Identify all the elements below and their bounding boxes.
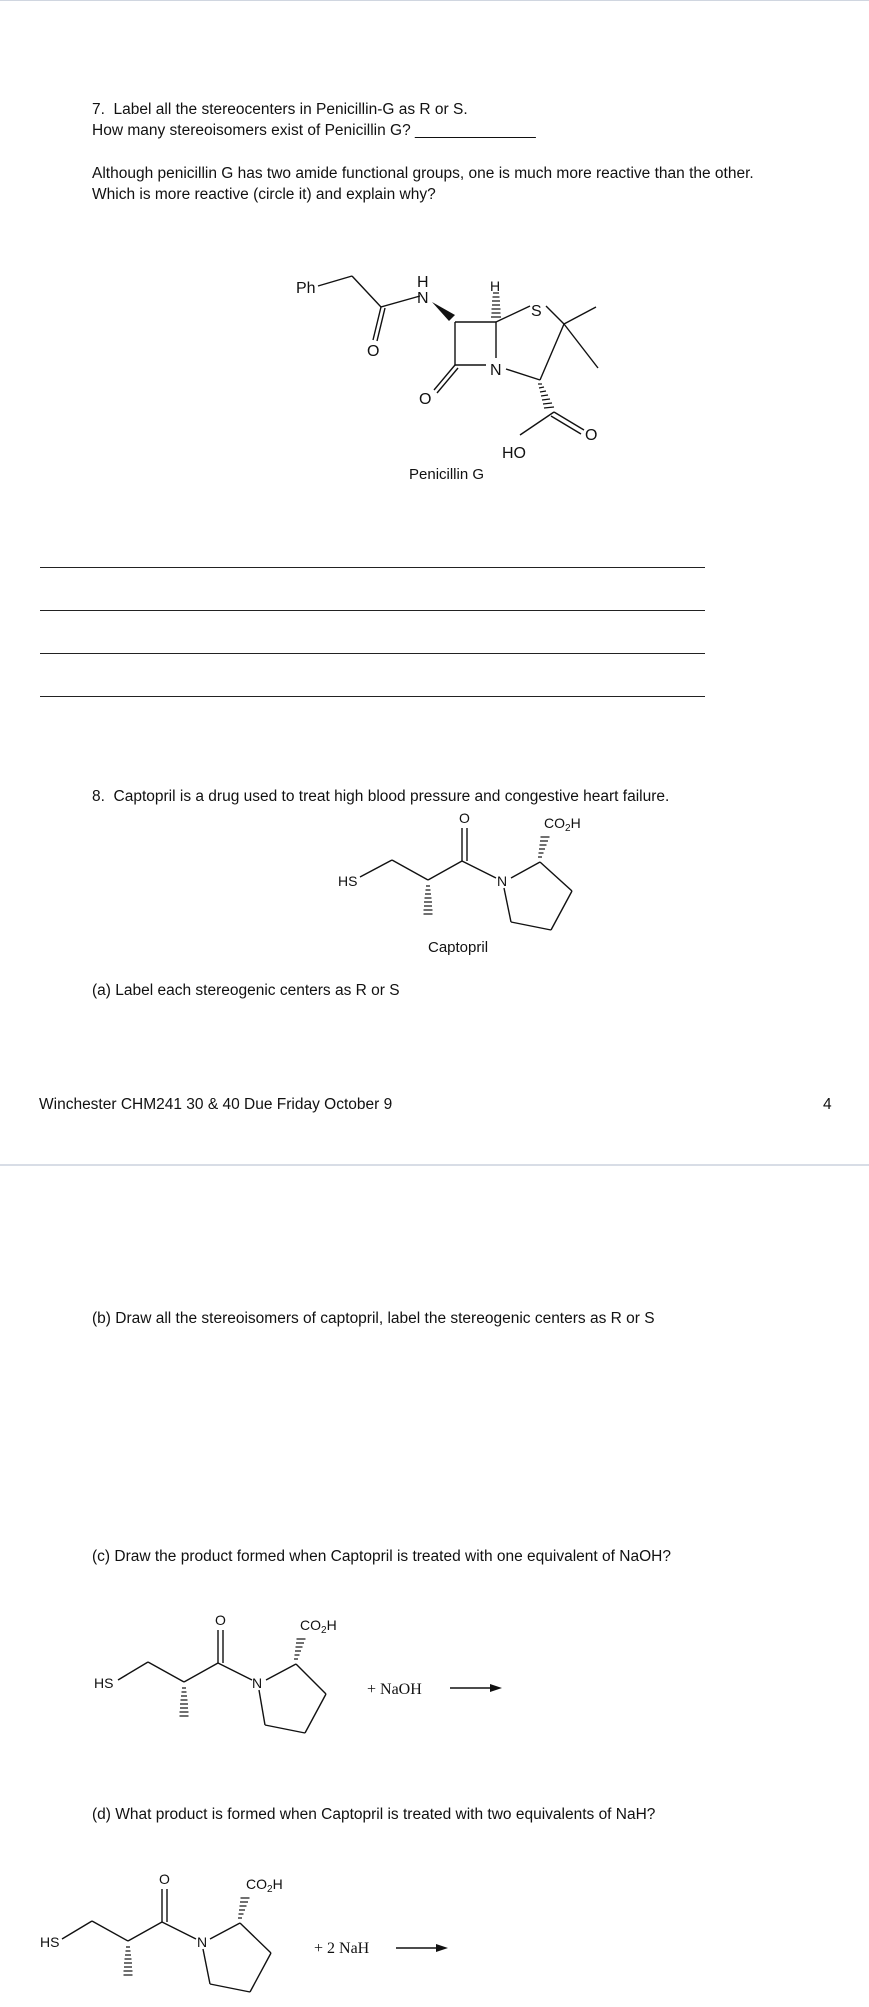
captopril-d-o-label: O <box>159 1871 170 1887</box>
captopril-d-hs-label: HS <box>40 1934 60 1950</box>
reagent-nah: + 2 NaH <box>314 1940 370 1957</box>
amide-o-label: O <box>367 343 380 360</box>
part-d-prompt: (d) What product is formed when Captopril is treated with two equivalents of NaH? <box>92 1806 656 1823</box>
captopril-c-n-label: N <box>252 1675 263 1691</box>
captopril-c-o-label: O <box>215 1612 226 1628</box>
ring-h-label: H <box>490 278 501 294</box>
q8-intro: 8. Captopril is a drug used to treat high blood pressure and congestive heart failure. <box>92 788 670 805</box>
captopril-o-label: O <box>459 810 470 826</box>
footer-page-number: 4 <box>823 1096 832 1113</box>
captopril-co2h-label: $CO_2H$ <box>544 815 581 834</box>
penicillin-caption: Penicillin G <box>409 466 485 483</box>
amide-n-label: N <box>417 290 429 307</box>
captopril-c-hs-label: HS <box>94 1675 114 1691</box>
q7-line1: 7. Label all the stereocenters in Penicillin-G as R or S. <box>92 101 468 118</box>
ho-label: HO <box>502 445 526 462</box>
acid-o-label: O <box>585 427 598 444</box>
part-b-prompt: (b) Draw all the stereoisomers of captopril, label the stereogenic centers as R or S <box>92 1310 655 1327</box>
ring-n-label: N <box>490 362 502 379</box>
captopril-caption: Captopril <box>428 939 489 956</box>
ph-label: Ph <box>296 280 316 297</box>
q8-part-a: (a) Label each stereogenic centers as R or S <box>92 982 400 999</box>
reagent-naoh: + NaOH <box>367 1681 422 1698</box>
q7-line4: Which is more reactive (circle it) and explain why? <box>92 186 436 203</box>
q7-line3: Although penicillin G has two amide functional groups, one is much more reactive than the other. <box>92 165 754 182</box>
lactam-o-label: O <box>419 391 432 408</box>
captopril-hs-label: HS <box>338 873 358 889</box>
captopril-d-n-label: N <box>197 1934 208 1950</box>
captopril-d-co2h-label: $CO_2H$ <box>246 1876 283 1895</box>
sulfur-label: S <box>531 303 542 320</box>
captopril-n-label: N <box>497 873 508 889</box>
part-c-prompt: (c) Draw the product formed when Captopril is treated with one equivalent of NaOH? <box>92 1548 671 1565</box>
footer-course-info: Winchester CHM241 30 & 40 Due Friday October 9 <box>39 1096 393 1113</box>
captopril-c-co2h-label: $CO_2H$ <box>300 1617 337 1636</box>
amide-h-label: H <box>417 274 429 291</box>
q7-line2: How many stereoisomers exist of Penicillin G? ______________ <box>92 122 536 139</box>
